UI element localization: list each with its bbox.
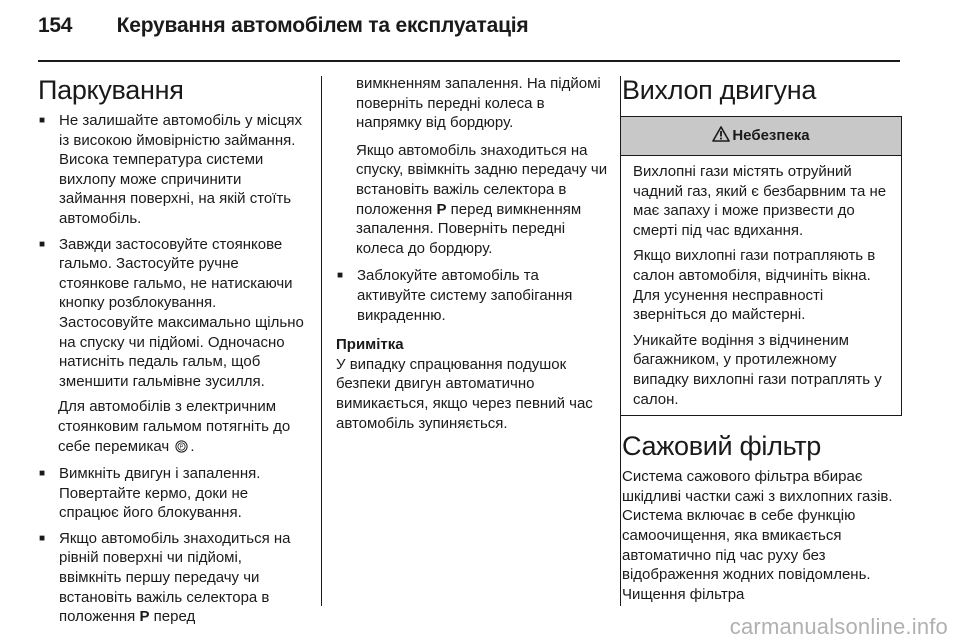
warning-paragraph: Уникайте водіння з відчиненим багажником, у протилежному випадку вихлопні гази потраплять у салон.	[633, 331, 882, 408]
column-divider-left	[321, 76, 322, 606]
list-item-text: Не залишайте автомобіль у місцях із високою ймовірністю займання. Висока температура системи вихлопу може спричинити займання поверхні, на якій стоїть автомобіль.	[59, 112, 303, 227]
bullet-square: ■	[39, 532, 46, 544]
watermark: carmanualsonline.info	[729, 614, 948, 639]
danger-warning-box	[620, 116, 902, 416]
warning-paragraph: Якщо вихлопні гази потрапляють в салон автомобіля, відчиніть вікна. Для усунення несправності зверніться до майстерні.	[633, 247, 876, 324]
column-3	[620, 74, 902, 610]
parking-brake-icon	[175, 439, 188, 452]
list-item-text	[59, 529, 308, 627]
list-item-text: Завжди застосовуйте стоянкове гальмо. Застосуйте ручне стоянкове гальмо, не натискаючи кнопку розблокування. Застосовуйте максимально щільно на спуску чи підйомі. Одночасно натисніть педаль гальм, щоб зменшити гальмівне зусилля.	[59, 235, 304, 390]
bullet-square: ■	[39, 115, 46, 126]
list-item	[38, 111, 308, 229]
list-item	[38, 235, 308, 392]
page-header	[38, 14, 528, 48]
selector-position-p: P	[436, 200, 447, 218]
header-divider	[38, 60, 900, 62]
list-item-continuation: вимкненням запалення. На підйомі поверніть передні колеса в напрямку від бордюру.	[356, 75, 601, 132]
warning-title: Небезпека	[732, 127, 810, 144]
bullet-square: ■	[39, 238, 46, 250]
column-1	[38, 74, 308, 633]
body-text: Система сажового фільтра вбирає шкідливі частки сажі з вихлопних газів. Система включає в себе функцію самоочищення, яка вмикається автоматично під час руху без відображення жодних повідомлень. Чищення фільтра	[622, 468, 893, 603]
list-item-continuation	[356, 141, 608, 259]
warning-header	[621, 117, 901, 156]
section-heading-soot-filter: Сажовий фільтр	[622, 431, 822, 462]
list-item-text-part: Якщо автомобіль знаходиться на спуску, ввімкніть задню передачу чи встановіть важіль селектора в положення	[356, 141, 608, 218]
list-item	[336, 266, 608, 325]
selector-position-p: P	[139, 608, 150, 626]
list-item-text-part: перед	[153, 608, 196, 626]
warning-body	[621, 156, 901, 415]
bullet-square: ■	[39, 468, 46, 480]
list-item	[38, 529, 308, 627]
list-item-text: Вимкніть двигун і запалення. Повертайте кермо, доки не спрацює його блокування.	[59, 465, 261, 522]
page-number: 154	[38, 14, 73, 37]
section-heading-parking: Паркування	[38, 75, 184, 105]
section-heading-exhaust: Вихлоп двигуна	[622, 75, 817, 105]
list-item	[38, 464, 308, 523]
list-item-text: Для автомобілів з електричним стоянковим гальмом потягніть до себе перемикач	[58, 398, 291, 455]
chapter-title: Керування автомобілем та експлуатація	[116, 14, 529, 37]
warning-paragraph: Вихлопні гази містять отруйний чадний газ, який є безбарвним та не має запаху і може призвести до смерті під час вдихання.	[633, 163, 887, 239]
bullet-square: ■	[337, 270, 344, 282]
list-item-text-part: Якщо автомобіль знаходиться на рівній поверхні чи підйомі, ввімкніть першу передачу чи встановіть важіль селектора в положення	[59, 529, 291, 626]
column-2	[336, 74, 608, 439]
note-text: У випадку спрацювання подушок безпеки двигун автоматично вимикається, якщо через певний час автомобіль зупиняється.	[336, 355, 593, 432]
list-item-text-part: перед вимкненням запалення. Поверніть передні колеса до бордюру.	[356, 200, 582, 257]
warning-triangle-icon	[712, 119, 730, 135]
list-item-continuation: Для автомобілів з електричним стоянковим гальмом потягніть до себе перемикач P .	[58, 398, 291, 455]
note-title: Примітка	[336, 336, 404, 354]
list-item-text: Заблокуйте автомобіль та активуйте систему запобігання викраденню.	[357, 267, 573, 324]
svg-text:P: P	[180, 444, 184, 451]
